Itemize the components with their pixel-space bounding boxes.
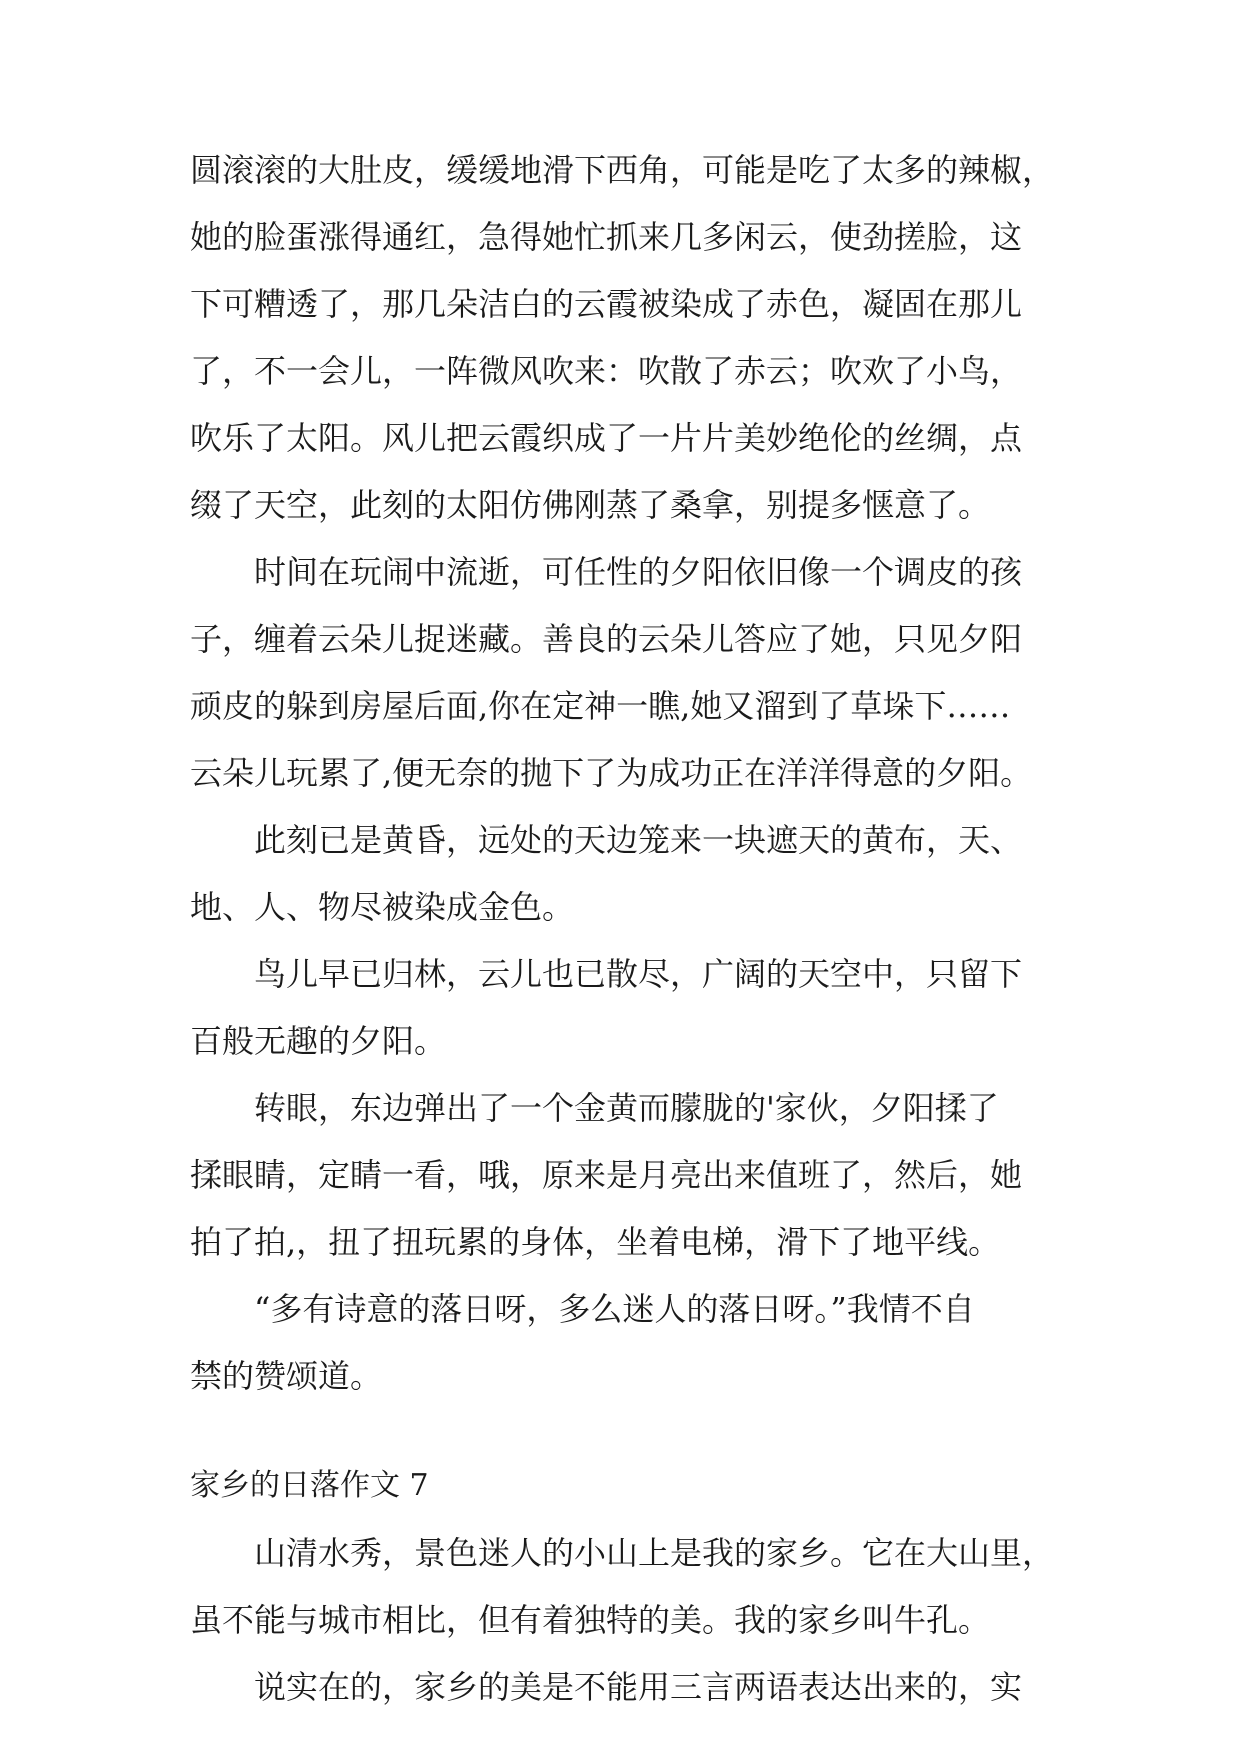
body-line: 拍了拍,，扭了扭玩累的身体，坐着电梯，滑下了地平线。 <box>190 1223 1001 1261</box>
body-line: 子，缠着云朵儿捉迷藏。善良的云朵儿答应了她，只见夕阳 <box>190 620 1023 658</box>
body-line: 她的脸蛋涨得通红，急得她忙抓来几多闲云，使劲搓脸，这 <box>190 218 1023 256</box>
body-line: 顽皮的躲到房屋后面,你在定神一瞧,她又溜到了草垛下…… <box>190 687 1011 725</box>
body-line: 下可糟透了，那几朵洁白的云霞被染成了赤色，凝固在那儿 <box>190 285 1023 323</box>
body-line: 揉眼睛，定睛一看，哦，原来是月亮出来值班了，然后，她 <box>190 1156 1023 1194</box>
body-line: 禁的赞颂道。 <box>190 1357 383 1395</box>
section-line: 说实在的，家乡的美是不能用三言两语表达出来的，实 <box>190 1668 1023 1706</box>
section-line: 虽不能与城市相比，但有着独特的美。我的家乡叫牛孔。 <box>190 1601 991 1639</box>
body-line: “多有诗意的落日呀，多么迷人的落日呀。”我情不自 <box>190 1290 975 1328</box>
section-line: 山清水秀，景色迷人的小山上是我的家乡。它在大山里， <box>190 1534 1055 1572</box>
body-line: 地、人、物尽被染成金色。 <box>190 888 575 926</box>
body-line: 吹乐了太阳。风儿把云霞织成了一片片美妙绝伦的丝绸，点 <box>190 419 1023 457</box>
body-line: 圆滚滚的大肚皮，缓缓地滑下西角，可能是吃了太多的辣椒， <box>190 151 1055 189</box>
body-line: 百般无趣的夕阳。 <box>190 1022 447 1060</box>
section-heading: 家乡的日落作文 7 <box>190 1468 429 1503</box>
body-line: 时间在玩闹中流逝，可任性的夕阳依旧像一个调皮的孩 <box>190 553 1023 591</box>
body-line: 了，不一会儿，一阵微风吹来：吹散了赤云；吹欢了小鸟， <box>190 352 1023 390</box>
body-line: 此刻已是黄昏，远处的天边笼来一块遮天的黄布，天、 <box>190 821 1023 859</box>
body-line: 云朵儿玩累了,便无奈的抛下了为成功正在洋洋得意的夕阳。 <box>190 754 1033 792</box>
body-line: 缀了天空，此刻的太阳仿佛刚蒸了桑拿，别提多惬意了。 <box>190 486 991 524</box>
body-line: 鸟儿早已归林，云儿也已散尽，广阔的天空中，只留下 <box>190 955 1023 993</box>
body-line: 转眼，东边弹出了一个金黄而朦胧的'家伙，夕阳揉了 <box>190 1089 999 1127</box>
